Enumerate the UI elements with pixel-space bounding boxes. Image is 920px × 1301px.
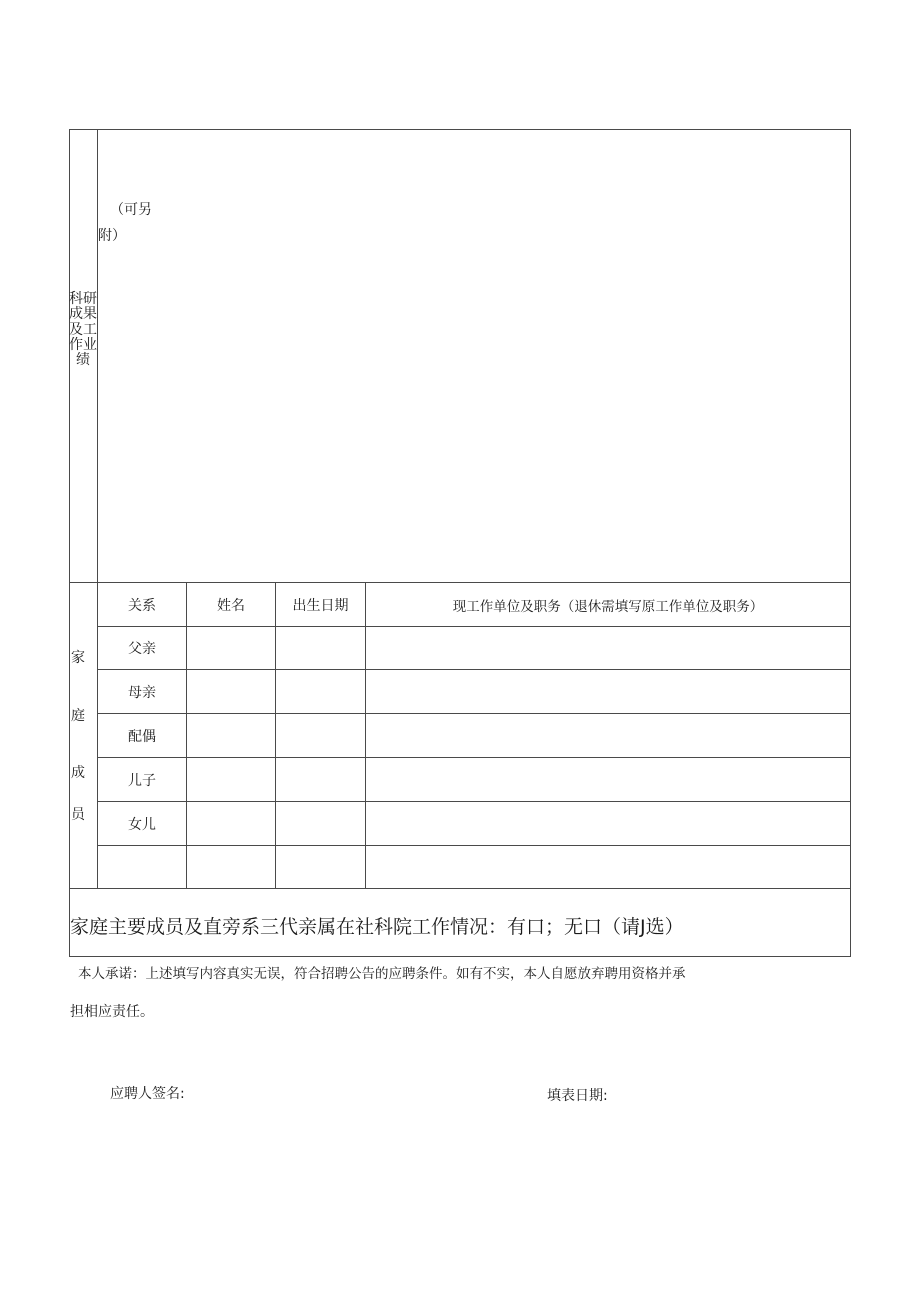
- family-label-char: 庭: [71, 708, 85, 724]
- birth-date-field[interactable]: [276, 758, 365, 801]
- applicant-signature-label: 应聘人签名:: [110, 1086, 185, 1102]
- name-field[interactable]: [187, 802, 275, 845]
- table-left-border: [69, 129, 70, 957]
- relation-cell: 母亲: [128, 684, 156, 701]
- family-section-bottom: [69, 888, 851, 889]
- family-label-char: 成: [71, 765, 85, 781]
- name-field[interactable]: [187, 627, 275, 669]
- header-birth-date: 出生日期: [292, 597, 349, 614]
- work-unit-field[interactable]: [366, 714, 850, 757]
- work-unit-field[interactable]: [366, 627, 850, 669]
- name-field[interactable]: [187, 758, 275, 801]
- work-unit-field[interactable]: [366, 846, 850, 888]
- birth-date-field[interactable]: [276, 802, 365, 845]
- work-unit-field[interactable]: [366, 758, 850, 801]
- header-relation: 关系: [128, 597, 156, 614]
- relation-cell: 女儿: [128, 816, 156, 833]
- birth-date-field[interactable]: [276, 670, 365, 713]
- name-field[interactable]: [187, 846, 275, 888]
- name-field[interactable]: [187, 670, 275, 713]
- pledge-line1: 本人承诺：上述填写内容真实无误，符合招聘公告的应聘条件。如有不实，本人自愿放弃聘用资格并承: [78, 966, 686, 982]
- research-content-area[interactable]: [98, 130, 850, 582]
- birth-date-field[interactable]: [276, 846, 365, 888]
- relation-field[interactable]: [98, 846, 186, 888]
- name-field[interactable]: [187, 714, 275, 757]
- table-right-border: [850, 129, 851, 957]
- fill-date-label: 填表日期:: [547, 1088, 608, 1104]
- relatives-statement: 家庭主要成员及直旁系三代亲属在社科院工作情况：有口；无口（请J选）: [70, 916, 684, 938]
- family-label-char: 家: [71, 650, 85, 666]
- family-label-char: 员: [71, 807, 85, 823]
- birth-date-field[interactable]: [276, 627, 365, 669]
- work-unit-field[interactable]: [366, 670, 850, 713]
- research-note-line1: （可另: [110, 202, 152, 218]
- research-section-label: 科研成果及工作业绩: [69, 291, 97, 369]
- relation-cell: 父亲: [128, 641, 156, 657]
- header-work-unit: 现工作单位及职务（退休需填写原工作单位及职务）: [452, 598, 764, 615]
- pledge-line2: 担相应责任。: [70, 1004, 154, 1020]
- relation-cell: 儿子: [128, 772, 156, 789]
- header-name: 姓名: [217, 597, 245, 614]
- research-note-line2: 附）: [98, 228, 126, 244]
- birth-date-field[interactable]: [276, 714, 365, 757]
- work-unit-field[interactable]: [366, 802, 850, 845]
- relation-cell: 配偶: [128, 728, 156, 745]
- table-bottom-border: [69, 956, 851, 957]
